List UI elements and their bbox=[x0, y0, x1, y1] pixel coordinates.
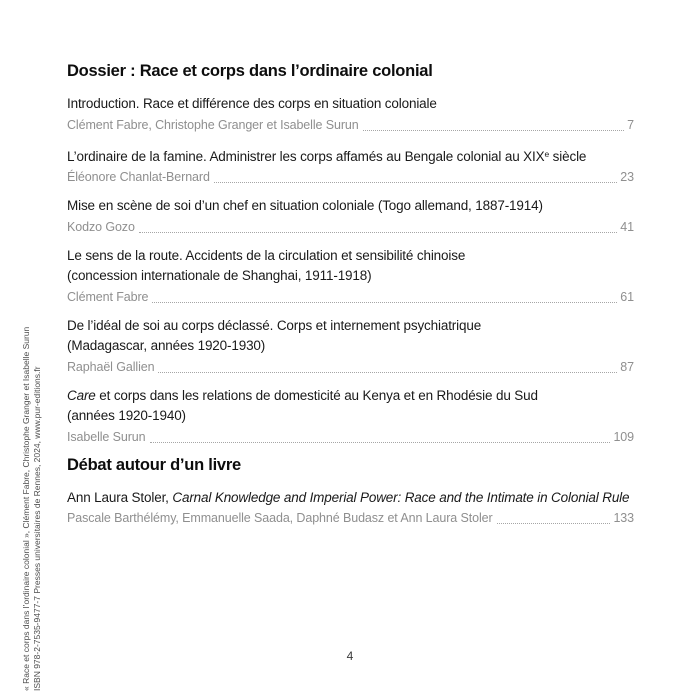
entry-authors: Clément Fabre, Christophe Granger et Isabelle Surun bbox=[67, 117, 359, 132]
entry-title-line: Le sens de la route. Accidents de la circulation et sensibilité chinoise bbox=[67, 247, 466, 263]
entry-author-row bbox=[67, 359, 634, 376]
leader-dots bbox=[497, 510, 611, 524]
entry-title-line: Mise en scène de soi d’un chef en situation coloniale (Togo allemand, 1887-1914) bbox=[67, 198, 543, 213]
leader-dots bbox=[158, 359, 617, 373]
entry-page-number: 109 bbox=[613, 429, 634, 444]
entry-author-row bbox=[67, 289, 634, 306]
entry-title-line: L’ordinaire de la famine. Administrer les corps affamés au Bengale colonial au XIXe siècle bbox=[67, 148, 587, 164]
toc-entry bbox=[67, 196, 634, 236]
entry-author-row bbox=[67, 169, 634, 186]
toc-entry bbox=[67, 386, 634, 446]
leader-dots bbox=[152, 289, 617, 303]
entry-page-number: 7 bbox=[627, 117, 634, 132]
table-of-contents bbox=[67, 62, 634, 537]
entry-authors: Pascale Barthélémy, Emmanuelle Saada, Daphné Budasz et Ann Laura Stoler bbox=[67, 511, 493, 525]
sidebar-isbn-line: ISBN 978-2-7535-9477-7 Presses universitaires de Rennes, 2024, www.pur-editions.fr bbox=[31, 366, 42, 691]
entry-title-line: (années 1920-1940) bbox=[67, 408, 186, 423]
entry-title bbox=[67, 246, 634, 287]
entry-title bbox=[67, 316, 634, 357]
entry-page-number: 23 bbox=[620, 170, 634, 184]
toc-entry bbox=[67, 488, 634, 528]
leader-dots bbox=[214, 169, 617, 183]
entry-page-number: 41 bbox=[620, 219, 634, 234]
entry-title bbox=[67, 94, 634, 115]
leader-dots bbox=[139, 219, 617, 233]
entry-authors: Clément Fabre bbox=[67, 289, 149, 304]
entry-authors: Raphaël Gallien bbox=[67, 359, 155, 374]
leader-dots bbox=[363, 117, 625, 131]
entry-authors: Kodzo Gozo bbox=[67, 219, 135, 234]
entry-title-line: De l’idéal de soi au corps déclassé. Corps et internement psychiatrique bbox=[67, 317, 482, 333]
entry-author-row bbox=[67, 219, 634, 236]
entry-authors: Éléonore Chanlat-Bernard bbox=[67, 170, 210, 184]
toc-entry bbox=[67, 316, 634, 376]
entry-page-number: 87 bbox=[620, 359, 634, 374]
edition-credit-sidebar bbox=[21, 285, 42, 691]
entry-title bbox=[67, 386, 634, 427]
entry-authors: Isabelle Surun bbox=[67, 429, 146, 444]
toc-entry bbox=[67, 94, 634, 134]
sidebar-credit-line: « Race et corps dans l’ordinaire colonial », Clément Fabre, Christophe Granger et Isabelle Surun bbox=[21, 326, 31, 691]
entry-page-number: 133 bbox=[613, 511, 634, 525]
entry-title bbox=[67, 488, 634, 509]
page-number: 4 bbox=[346, 649, 354, 663]
section-heading: Dossier : Race et corps dans l’ordinaire colonial bbox=[67, 62, 433, 80]
entry-author-row bbox=[67, 429, 634, 446]
entry-title-line: Care et corps dans les relations de domesticité au Kenya et en Rhodésie du Sud bbox=[67, 387, 538, 403]
toc-entry bbox=[67, 144, 634, 187]
toc-entry bbox=[67, 246, 634, 306]
entry-title-line: (concession internationale de Shanghai, 1911-1918) bbox=[67, 268, 372, 283]
entry-title-line: Ann Laura Stoler, Carnal Knowledge and Imperial Power: Race and the Intimate in Colonial Rule bbox=[67, 489, 630, 505]
leader-dots bbox=[150, 429, 611, 443]
entry-title bbox=[67, 144, 634, 168]
section-heading: Débat autour d’un livre bbox=[67, 455, 241, 474]
entry-author-row bbox=[67, 117, 634, 134]
entry-title bbox=[67, 196, 634, 217]
entry-title-line: Introduction. Race et différence des corps en situation coloniale bbox=[67, 96, 437, 111]
entry-page-number: 61 bbox=[620, 289, 634, 304]
entry-title-line: (Madagascar, années 1920-1930) bbox=[67, 338, 266, 353]
entry-author-row bbox=[67, 510, 634, 527]
